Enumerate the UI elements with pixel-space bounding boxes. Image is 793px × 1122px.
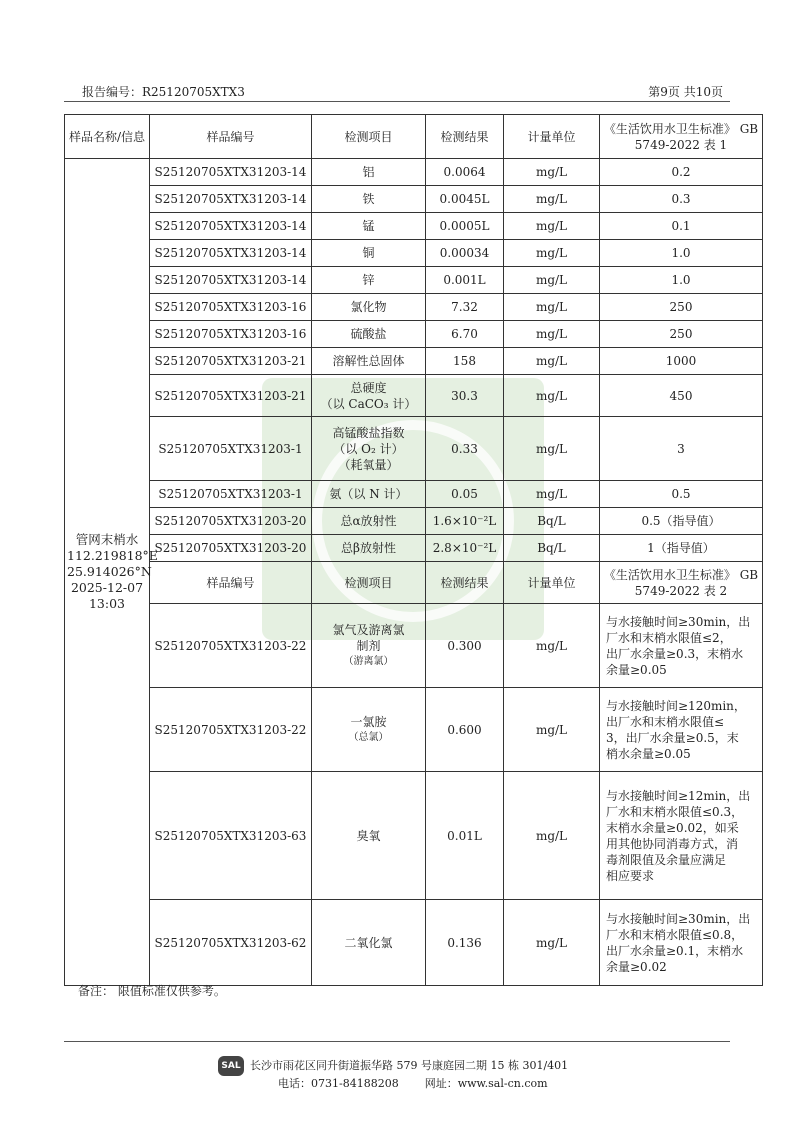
limit-line: 厂水和末梢水限值≤2， bbox=[606, 630, 732, 645]
unit: mg/L bbox=[504, 267, 600, 294]
sample-id: S25120705XTX31203-16 bbox=[150, 294, 312, 321]
standard-limit: 0.2 bbox=[600, 159, 763, 186]
standard-limit: 1000 bbox=[600, 348, 763, 375]
limit-line: 梢水余量≥0.05 bbox=[606, 746, 691, 761]
column-header: 检测结果 bbox=[426, 115, 504, 159]
test-item-line: 臭氧 bbox=[356, 828, 381, 843]
test-item bbox=[312, 159, 426, 186]
test-item bbox=[312, 321, 426, 348]
limit-line: 末梢水余量≥0.02，如采 bbox=[606, 820, 739, 835]
sample-id: S25120705XTX31203-22 bbox=[150, 604, 312, 688]
table-row bbox=[65, 604, 763, 688]
limit-line: 厂水和末梢水限值≤0.3， bbox=[606, 804, 744, 819]
test-item bbox=[312, 535, 426, 562]
table-row bbox=[65, 267, 763, 294]
table-row bbox=[65, 159, 763, 186]
footer-phone: 电话：0731-84188208 bbox=[278, 1077, 399, 1090]
column-header: 检测结果 bbox=[426, 562, 504, 604]
test-item-line: 氯化物 bbox=[350, 300, 387, 314]
column-header: 计量单位 bbox=[504, 115, 600, 159]
test-result: 0.0045L bbox=[426, 186, 504, 213]
test-item bbox=[312, 900, 426, 986]
footer-divider bbox=[64, 1041, 730, 1042]
column-header: 样品名称/信息 bbox=[65, 115, 150, 159]
sample-id: S25120705XTX31203-62 bbox=[150, 900, 312, 986]
test-item-line: 溶解性总固体 bbox=[332, 354, 405, 368]
test-item bbox=[312, 417, 426, 481]
test-item bbox=[312, 688, 426, 772]
sample-info-line: 管网末梢水 bbox=[75, 532, 139, 547]
results-table bbox=[64, 114, 763, 986]
test-result: 30.3 bbox=[426, 375, 504, 417]
test-result: 1.6×10⁻²L bbox=[426, 508, 504, 535]
column-header: 《生活饮用水卫生标准》 GB 5749-2022 表 1 bbox=[600, 115, 763, 159]
standard-limit: 250 bbox=[600, 294, 763, 321]
unit: mg/L bbox=[504, 240, 600, 267]
limit-line: 相应要求 bbox=[606, 868, 655, 883]
test-item-line: 氨（以 N 计） bbox=[329, 487, 408, 501]
table-row bbox=[65, 186, 763, 213]
test-result: 0.136 bbox=[426, 900, 504, 986]
limit-line: 用其他协同消毒方式，消 bbox=[606, 836, 739, 851]
unit: Bq/L bbox=[504, 535, 600, 562]
test-item-line: 氯气及游离氯 bbox=[332, 622, 405, 637]
sample-id: S25120705XTX31203-63 bbox=[150, 772, 312, 900]
limit-line: 出厂水和末梢水限值≤ bbox=[606, 714, 725, 729]
column-header: 检测项目 bbox=[312, 115, 426, 159]
table-row bbox=[65, 240, 763, 267]
sample-id: S25120705XTX31203-16 bbox=[150, 321, 312, 348]
table-subheader-row bbox=[65, 562, 763, 604]
test-item bbox=[312, 772, 426, 900]
sample-id: S25120705XTX31203-20 bbox=[150, 508, 312, 535]
test-item-line: 总β放射性 bbox=[341, 541, 396, 555]
limit-line: 与水接触时间≥120min， bbox=[606, 698, 746, 713]
unit: mg/L bbox=[504, 375, 600, 417]
test-item-line: 锰 bbox=[362, 219, 375, 233]
test-item-line: 铁 bbox=[362, 192, 375, 206]
standard-limit: 450 bbox=[600, 375, 763, 417]
test-item-line: 锌 bbox=[362, 273, 375, 287]
test-result: 7.32 bbox=[426, 294, 504, 321]
test-result: 0.33 bbox=[426, 417, 504, 481]
standard-limit bbox=[600, 772, 763, 900]
test-item-line: 铝 bbox=[362, 165, 375, 179]
table-row bbox=[65, 900, 763, 986]
standard-limit: 1（指导值） bbox=[600, 535, 763, 562]
sample-id: S25120705XTX31203-21 bbox=[150, 375, 312, 417]
test-item-line: 高锰酸盐指数 bbox=[332, 425, 405, 440]
test-item bbox=[312, 213, 426, 240]
page-header bbox=[82, 84, 723, 100]
limit-line: 与水接触时间≥30min，出 bbox=[606, 614, 751, 629]
limit-line: 出厂水余量≥0.1，末梢水 bbox=[606, 943, 744, 958]
sample-id: S25120705XTX31203-21 bbox=[150, 348, 312, 375]
table-row bbox=[65, 348, 763, 375]
standard-limit: 0.1 bbox=[600, 213, 763, 240]
table-row bbox=[65, 535, 763, 562]
header-divider bbox=[64, 101, 730, 102]
test-item-line: 总α放射性 bbox=[340, 514, 397, 528]
unit: Bq/L bbox=[504, 508, 600, 535]
table-row bbox=[65, 688, 763, 772]
test-result: 0.300 bbox=[426, 604, 504, 688]
column-header: 《生活饮用水卫生标准》 GB 5749-2022 表 2 bbox=[600, 562, 763, 604]
sample-id: S25120705XTX31203-14 bbox=[150, 213, 312, 240]
test-item-line: 一氯胺 bbox=[350, 714, 387, 729]
sample-id: S25120705XTX31203-14 bbox=[150, 267, 312, 294]
test-item-line: （耗氧量） bbox=[338, 457, 399, 472]
table-row bbox=[65, 772, 763, 900]
unit: mg/L bbox=[504, 186, 600, 213]
unit: mg/L bbox=[504, 348, 600, 375]
sample-info-line: 2025-12-07 bbox=[70, 580, 144, 595]
test-item bbox=[312, 481, 426, 508]
limit-line: 3，出厂水余量≥0.5，末 bbox=[606, 730, 739, 745]
test-result: 0.600 bbox=[426, 688, 504, 772]
test-result: 158 bbox=[426, 348, 504, 375]
limit-line: 厂水和末梢水限值≤0.8， bbox=[606, 927, 744, 942]
test-item bbox=[312, 604, 426, 688]
standard-limit: 0.5（指导值） bbox=[600, 508, 763, 535]
unit: mg/L bbox=[504, 213, 600, 240]
test-item bbox=[312, 267, 426, 294]
standard-limit: 1.0 bbox=[600, 240, 763, 267]
limit-line: 毒剂限值及余量应满足 bbox=[606, 852, 727, 867]
table-row bbox=[65, 481, 763, 508]
unit: mg/L bbox=[504, 772, 600, 900]
test-result: 6.70 bbox=[426, 321, 504, 348]
sample-id: S25120705XTX31203-1 bbox=[150, 417, 312, 481]
footer-website: 网址：www.sal-cn.com bbox=[424, 1077, 548, 1090]
limit-line: 余量≥0.02 bbox=[606, 959, 667, 974]
test-item bbox=[312, 375, 426, 417]
test-result: 0.05 bbox=[426, 481, 504, 508]
table-row bbox=[65, 508, 763, 535]
sample-info-cell bbox=[65, 159, 158, 986]
footer-address: 长沙市雨花区同升街道振华路 579 号康庭园二期 15 栋 301/401 bbox=[250, 1059, 569, 1072]
standard-limit bbox=[600, 604, 763, 688]
column-header: 样品编号 bbox=[150, 562, 312, 604]
table-row bbox=[65, 417, 763, 481]
test-item-note: （游离氯） bbox=[343, 655, 394, 667]
table-row bbox=[65, 321, 763, 348]
unit: mg/L bbox=[504, 294, 600, 321]
test-result: 2.8×10⁻²L bbox=[426, 535, 504, 562]
sample-info-line: 112.219818°E bbox=[67, 548, 158, 563]
test-item bbox=[312, 186, 426, 213]
limit-line: 与水接触时间≥12min，出 bbox=[606, 788, 751, 803]
test-item-note: （总氯） bbox=[348, 731, 389, 743]
test-item-line: 硫酸盐 bbox=[350, 327, 387, 341]
test-result: 0.0005L bbox=[426, 213, 504, 240]
standard-limit: 250 bbox=[600, 321, 763, 348]
sample-id: S25120705XTX31203-14 bbox=[150, 240, 312, 267]
unit: mg/L bbox=[504, 481, 600, 508]
test-item-line: 铜 bbox=[362, 246, 375, 260]
column-header: 计量单位 bbox=[504, 562, 600, 604]
page-number: 第9页 共10页 bbox=[648, 85, 723, 99]
unit: mg/L bbox=[504, 688, 600, 772]
standard-limit bbox=[600, 900, 763, 986]
unit: mg/L bbox=[504, 604, 600, 688]
standard-limit bbox=[600, 688, 763, 772]
table-row bbox=[65, 213, 763, 240]
remark-note: 备注： 限值标准仅供参考。 bbox=[78, 984, 226, 998]
test-item bbox=[312, 240, 426, 267]
test-item bbox=[312, 508, 426, 535]
sample-id: S25120705XTX31203-14 bbox=[150, 159, 312, 186]
sample-id: S25120705XTX31203-22 bbox=[150, 688, 312, 772]
column-header: 检测项目 bbox=[312, 562, 426, 604]
limit-line: 与水接触时间≥30min，出 bbox=[606, 911, 751, 926]
test-item bbox=[312, 294, 426, 321]
table-row bbox=[65, 375, 763, 417]
test-item-line: 总硬度 bbox=[350, 380, 387, 395]
standard-limit: 0.5 bbox=[600, 481, 763, 508]
sample-id: S25120705XTX31203-20 bbox=[150, 535, 312, 562]
column-header: 样品编号 bbox=[150, 115, 312, 159]
standard-limit: 1.0 bbox=[600, 267, 763, 294]
report-number: 报告编号：R25120705XTX3 bbox=[82, 85, 245, 99]
limit-line: 余量≥0.05 bbox=[606, 662, 667, 677]
test-result: 0.0064 bbox=[426, 159, 504, 186]
sal-logo: SAL bbox=[218, 1056, 244, 1076]
sample-id: S25120705XTX31203-1 bbox=[150, 481, 312, 508]
test-item bbox=[312, 348, 426, 375]
unit: mg/L bbox=[504, 900, 600, 986]
test-item-line: （以 O₂ 计） bbox=[333, 441, 404, 456]
unit: mg/L bbox=[504, 417, 600, 481]
table-row bbox=[65, 294, 763, 321]
standard-limit: 3 bbox=[600, 417, 763, 481]
footer-contact bbox=[278, 1075, 548, 1091]
sample-id: S25120705XTX31203-14 bbox=[150, 186, 312, 213]
test-item-line: 二氧化氯 bbox=[344, 935, 393, 950]
limit-line: 出厂水余量≥0.3，末梢水 bbox=[606, 646, 744, 661]
unit: mg/L bbox=[504, 159, 600, 186]
unit: mg/L bbox=[504, 321, 600, 348]
test-item-line: 制剂 bbox=[356, 638, 381, 653]
test-item-line: （以 CaCO₃ 计） bbox=[320, 396, 417, 411]
table-header-row bbox=[65, 115, 763, 159]
sample-info-line: 25.914026°N bbox=[67, 564, 152, 579]
test-result: 0.001L bbox=[426, 267, 504, 294]
test-result: 0.00034 bbox=[426, 240, 504, 267]
standard-limit: 0.3 bbox=[600, 186, 763, 213]
sample-info-line: 13:03 bbox=[88, 596, 126, 611]
test-result: 0.01L bbox=[426, 772, 504, 900]
